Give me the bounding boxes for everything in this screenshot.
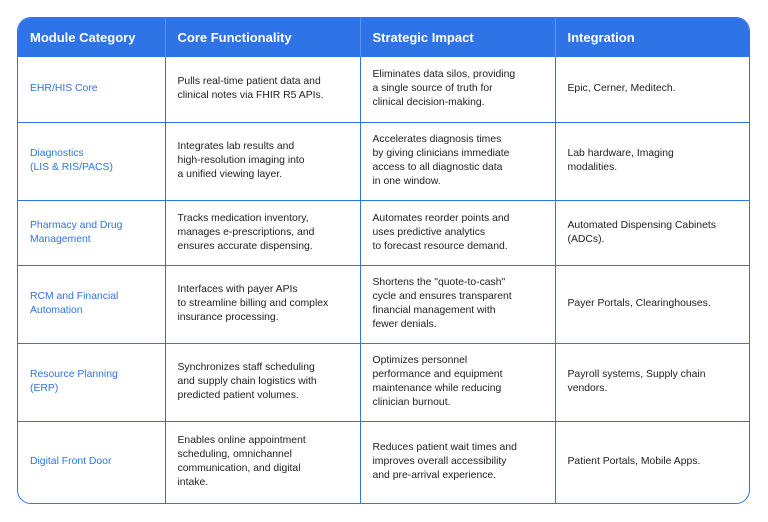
impact-text: Accelerates diagnosis times by giving clinicians immediate access to all diagnostic data in one window. (372, 134, 510, 187)
table-row (18, 57, 749, 122)
integration-text: Payer Portals, Clearinghouses. (567, 298, 711, 309)
header-module-category: Module Category (30, 30, 136, 45)
impact-text: Optimizes personnel performance and equipment maintenance while reducing clinician burnout. (372, 355, 503, 408)
core-cell (165, 265, 360, 343)
integration-cell (555, 122, 749, 200)
header-core-functionality: Core Functionality (165, 18, 360, 57)
core-text: Synchronizes staff scheduling and supply chain logistics with predicted patient volumes. (177, 362, 317, 401)
core-cell (165, 343, 360, 421)
impact-text: Shortens the "quote-to-cash" cycle and ensures transparent financial management with fewer denials. (372, 277, 512, 330)
category-text: Diagnostics (LIS & RIS/PACS) (30, 148, 113, 173)
integration-cell (555, 200, 749, 265)
impact-cell (360, 200, 555, 265)
impact-cell (360, 122, 555, 200)
impact-text: Eliminates data silos, providing a single source of truth for clinical decision-making. (372, 69, 516, 109)
impact-cell (360, 57, 555, 122)
category-cell (18, 57, 165, 122)
core-text: Tracks medication inventory, manages e-prescriptions, and ensures accurate dispensing. (177, 212, 315, 252)
header-integration: Integration (555, 18, 749, 57)
integration-text: Patient Portals, Mobile Apps. (567, 456, 701, 468)
module-table-grid (18, 18, 749, 503)
header-row (18, 18, 749, 57)
table-row (18, 122, 749, 200)
table-body (18, 57, 749, 503)
category-text: Digital Front Door (30, 456, 112, 468)
category-cell (18, 200, 165, 265)
impact-cell (360, 265, 555, 343)
impact-text: Reduces patient wait times and improves overall accessibility and pre-arrival experience. (372, 442, 517, 482)
core-text: Pulls real-time patient data and clinical notes via FHIR R5 APIs. (177, 76, 324, 102)
integration-cell (555, 57, 749, 122)
category-text: Resource Planning (ERP) (30, 369, 118, 394)
core-text: Integrates lab results and high-resolution imaging into a unified viewing layer. (177, 141, 305, 180)
integration-cell (555, 265, 749, 343)
core-cell (165, 122, 360, 200)
category-text: Pharmacy and Drug Management (30, 219, 123, 245)
integration-cell (555, 421, 749, 503)
impact-cell (360, 343, 555, 421)
core-cell (165, 421, 360, 503)
table-row (18, 421, 749, 503)
table-row (18, 200, 749, 265)
integration-text: Lab hardware, Imaging modalities. (567, 148, 674, 173)
integration-cell (555, 343, 749, 421)
core-cell (165, 200, 360, 265)
integration-text: Automated Dispensing Cabinets (ADCs). (567, 219, 716, 245)
core-text: Enables online appointment scheduling, omnichannel communication, and digital intake. (177, 435, 306, 489)
table-row (18, 265, 749, 343)
module-table (17, 17, 750, 504)
category-cell (18, 122, 165, 200)
integration-text: Payroll systems, Supply chain vendors. (567, 369, 706, 394)
category-text: RCM and Financial Automation (30, 291, 119, 316)
impact-text: Automates reorder points and uses predictive analytics to forecast resource demand. (372, 212, 510, 252)
core-cell (165, 57, 360, 122)
table-row (18, 343, 749, 421)
header-strategic-impact: Strategic Impact (360, 18, 555, 57)
integration-text: Epic, Cerner, Meditech. (567, 83, 676, 95)
core-text: Interfaces with payer APIs to streamline billing and complex insurance processing. (177, 284, 329, 323)
table-header (18, 18, 749, 57)
category-text: EHR/HIS Core (30, 83, 98, 95)
category-cell (18, 421, 165, 503)
category-cell (18, 265, 165, 343)
category-cell (18, 343, 165, 421)
impact-cell (360, 421, 555, 503)
